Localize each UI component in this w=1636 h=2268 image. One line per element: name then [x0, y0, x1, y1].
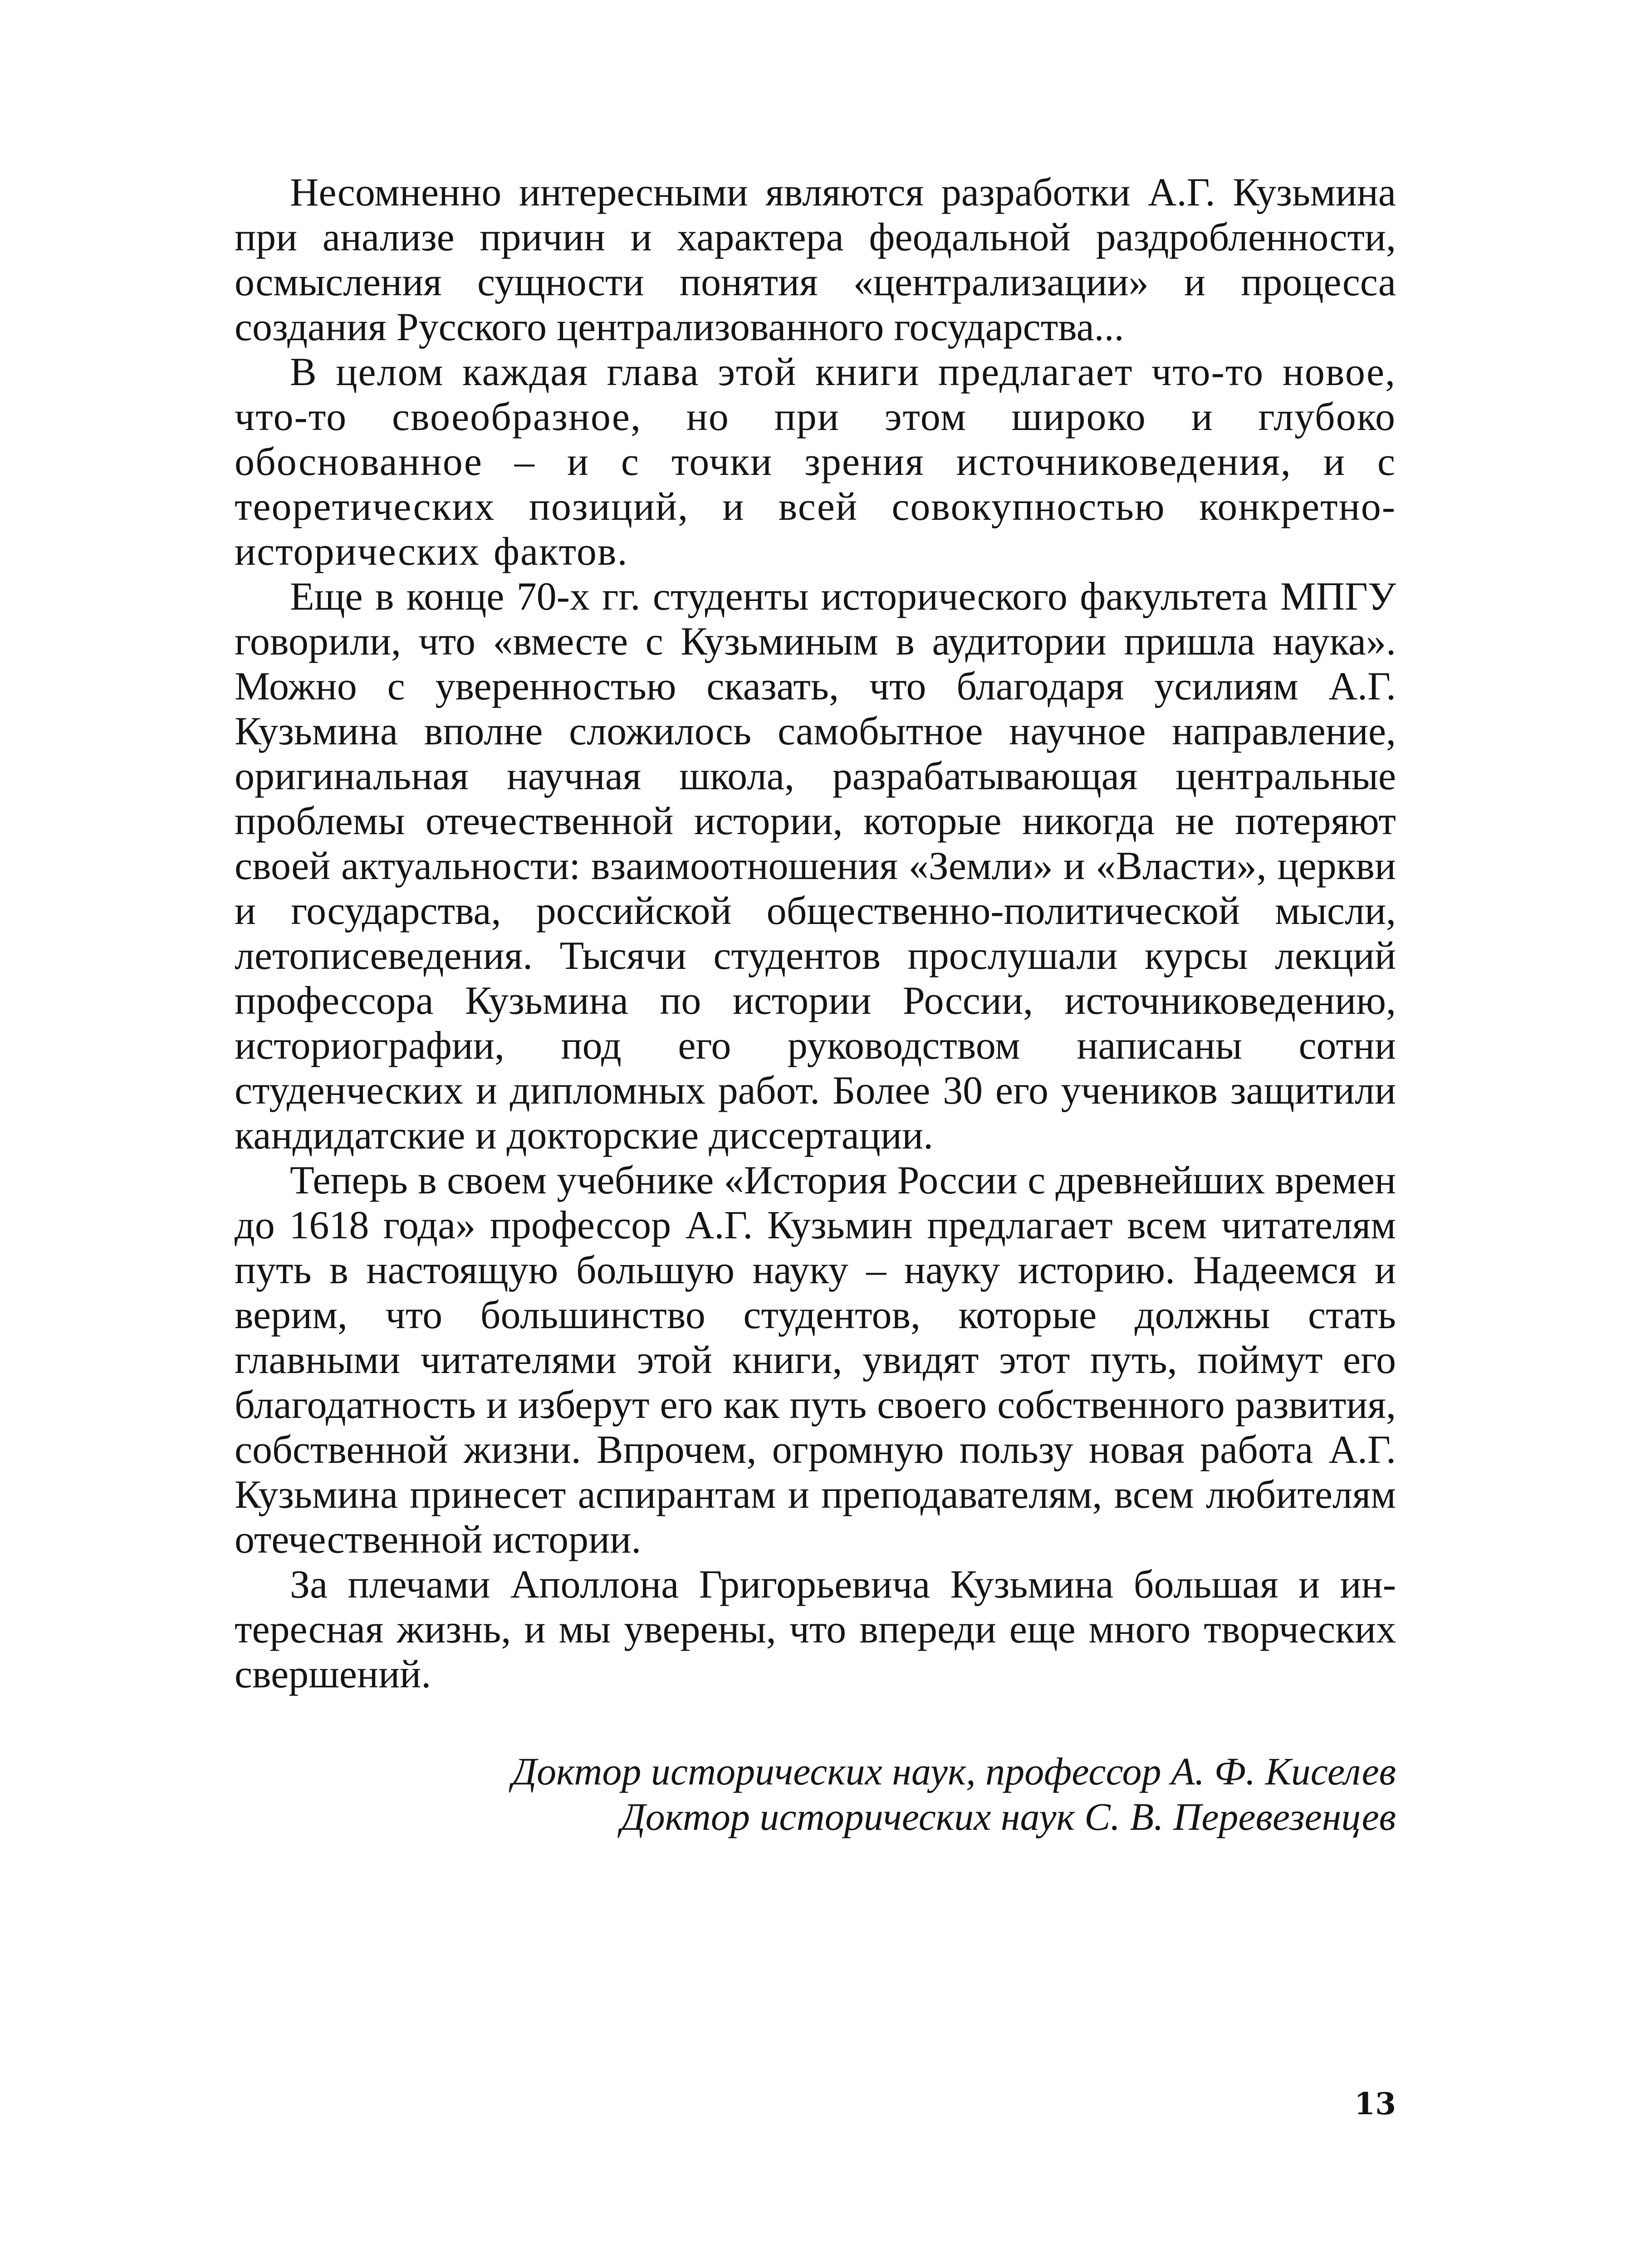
- signature-line: Доктор исторических наук, профессор А. Ф. Киселев: [512, 1750, 1396, 1793]
- signature-line: Доктор исторических наук С. В. Перевезенцев: [621, 1795, 1396, 1838]
- paragraph: Теперь в своем учебнике «История России с древнейших времен до 1618 года» профессор А.Г. Кузьмин предлагает всем читателям путь в настоящую большую науку – науку историю. Надеемся и верим, что большинство студентов, которые должны стать главными читателями этой книги, увидят этот путь, поймут его благодатность и изберут его как путь своего собственного развития, собственной жизни. Впрочем, огромную пользу новая работа А.Г. Кузьмина принесет аспирантам и преподавателям, всем любителям отечественной истории.: [235, 1158, 1396, 1562]
- page-number: 13: [1354, 2086, 1396, 2121]
- paragraph: Еще в конце 70-х гг. студенты исторического факультета МПГУ говорили, что «вместе с Кузьминым в аудитории пришла наука». Можно с уверенностью сказать, что благодаря усилиям А.Г. Кузьмина вполне сложилось самобытное научное направление, оригинальная научная школа, разрабатывающая центральные проблемы отечественной истории, которые никогда не потеряют своей актуальности: взаимоотношения «Земли» и «Власти», церкви и государства, российской общественно-политической мысли, летописеведения. Тысячи студентов прослушали курсы лекций профессора Кузьмина по истории России, источниковедению, историографии, под его руководством написаны сотни студенческих и дипломных работ. Более 30 его учеников защитили кандидатские и докторские диссертации.: [235, 575, 1396, 1158]
- paragraph: За плечами Аполлона Григорьевича Кузьмина большая и интересная жизнь, и мы уверены, что впереди еще много творческих свершений.: [235, 1563, 1396, 1696]
- paragraph: Несомненно интересными являются разработки А.Г. Кузьмина при анализе причин и характера феодальной раздробленности, осмысления сущности понятия «централизации» и процесса создания Русского централизованного государства...: [235, 171, 1396, 349]
- signatures: [318, 1749, 1396, 1839]
- body-text: [235, 170, 1396, 1697]
- paragraph: В целом каждая глава этой книги предлагает что-то новое, что-то своеобразное, но при этом широко и глубоко обоснованное – и с точки зрения источниковедения, и с теоретических позиций, и всей совокупностью конкретно-исторических фактов.: [235, 350, 1396, 574]
